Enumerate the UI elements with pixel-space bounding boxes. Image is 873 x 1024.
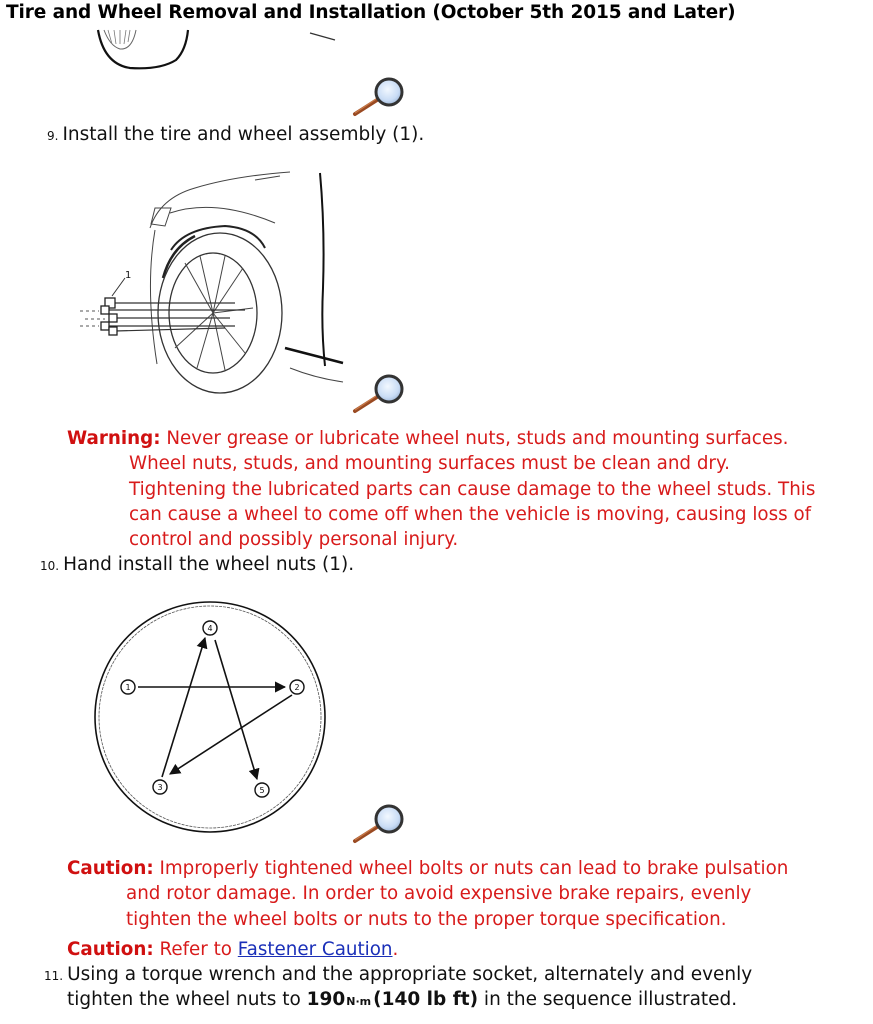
step-text: Install the tire and wheel assembly (1).	[62, 124, 425, 145]
step-11-continued	[67, 987, 737, 1014]
step-number: 9.	[47, 129, 59, 143]
step-text: tighten the wheel nuts to	[67, 989, 307, 1010]
warning-label: Warning:	[67, 428, 161, 449]
torque-imperial: (140 lb ft)	[373, 989, 479, 1010]
sequence-callout-5: 5	[259, 786, 265, 795]
warning-note	[67, 426, 815, 552]
page-title: Tire and Wheel Removal and Installation (October 5th 2015 and Later)	[6, 2, 736, 23]
step-text: Hand install the wheel nuts (1).	[63, 554, 355, 575]
fastener-caution-link[interactable]: Fastener Caution	[237, 939, 393, 960]
wheel-nut-sequence-figure	[90, 594, 330, 834]
magnifier-zoom-icon[interactable]	[347, 373, 403, 417]
warning-line: Wheel nuts, studs, and mounting surfaces must be clean and dry.	[129, 453, 730, 475]
svg-text:1: 1	[125, 270, 132, 281]
sequence-callout-4: 4	[207, 624, 213, 633]
magnifier-zoom-icon[interactable]	[347, 803, 403, 847]
warning-line: control and possibly personal injury.	[129, 529, 459, 551]
caution-line: and rotor damage. In order to avoid expensive brake repairs, evenly	[126, 883, 752, 905]
step-11	[44, 962, 752, 989]
caution-suffix: .	[392, 939, 399, 960]
caution-note	[67, 856, 788, 932]
previous-step-figure	[90, 24, 350, 94]
warning-line: can cause a wheel to come off when the vehicle is moving, causing loss of	[129, 503, 812, 525]
torque-unit: N·m	[346, 995, 372, 1008]
step-text: in the sequence illustrated.	[478, 989, 738, 1010]
step-text: Using a torque wrench and the appropriate socket, alternately and evenly	[67, 964, 753, 985]
caution-line: tighten the wheel bolts or nuts to the proper torque specification.	[126, 908, 727, 930]
caution-prefix: Refer to	[159, 939, 238, 960]
magnifier-zoom-icon[interactable]	[347, 76, 403, 120]
torque-value: 190	[306, 989, 346, 1010]
step-9	[47, 122, 424, 149]
tire-wheel-assembly-figure	[75, 168, 355, 408]
warning-line: Never grease or lubricate wheel nuts, studs and mounting surfaces.	[166, 428, 789, 449]
step-number: 10.	[40, 559, 60, 573]
caution-label: Caution:	[67, 858, 154, 879]
step-number: 11.	[44, 969, 64, 983]
caution-label: Caution:	[67, 939, 154, 960]
warning-line: Tightening the lubricated parts can cause damage to the wheel studs. This	[129, 478, 816, 500]
caution-line: Improperly tightened wheel bolts or nuts can lead to brake pulsation	[159, 858, 789, 879]
step-10	[40, 552, 354, 579]
sequence-callout-1: 1	[125, 683, 131, 692]
sequence-callout-3: 3	[157, 783, 163, 792]
caution-note-fastener	[67, 937, 398, 962]
sequence-callout-2: 2	[294, 683, 300, 692]
